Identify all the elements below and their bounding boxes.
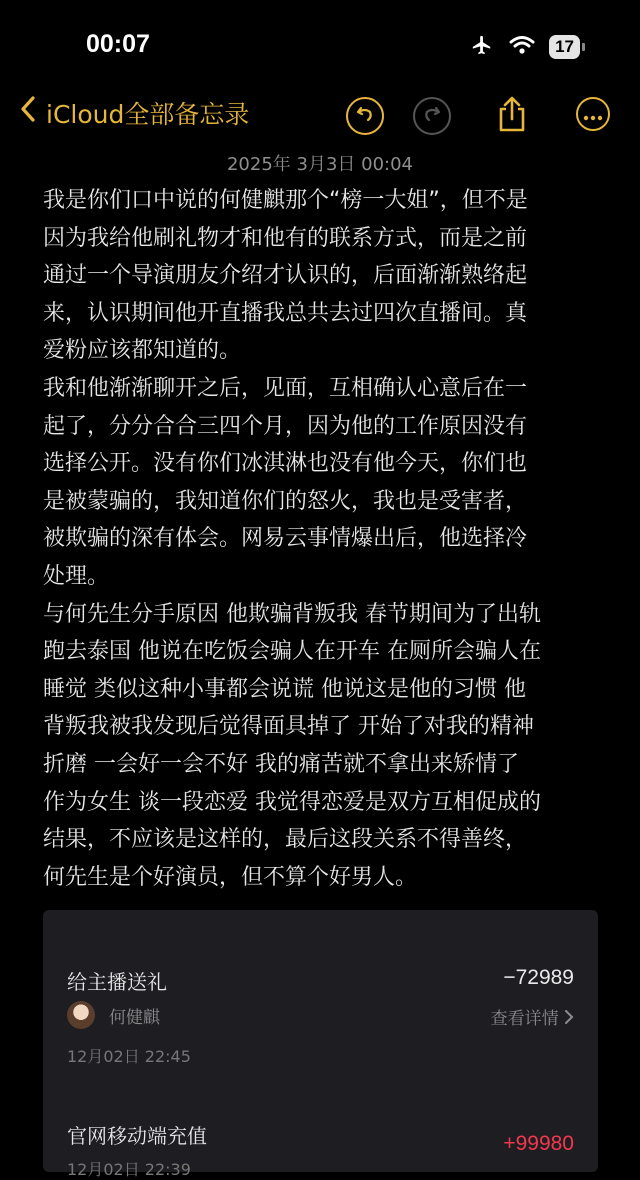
battery-indicator: 17 [549,35,580,59]
transaction-card [43,910,598,1179]
undo-icon [355,104,375,129]
chevron-left-icon [20,95,36,131]
transaction-title: 给主播送礼 [67,970,167,994]
nav-bar [0,95,640,145]
note-line: 来，认识期间他开直播我总共去过四次直播间。真 [43,300,528,326]
undo-button[interactable] [346,97,384,135]
back-button[interactable] [20,95,249,131]
share-button[interactable] [496,95,528,137]
transaction-time: 12月02日 22:39 [67,1160,191,1179]
note-line: 爱粉应该都知道的。 [43,338,242,364]
airplane-icon [469,34,495,60]
transaction-time: 12月02日 22:45 [67,1047,191,1066]
note-line: 是被蒙骗的，我知道你们的怒火，我也是受害者， [43,488,528,514]
view-details-link[interactable] [491,1004,574,1029]
note-body[interactable] [43,182,603,896]
note-line: 跑去泰国 他说在吃饭会骗人在开车 在厕所会骗人在 [43,639,541,665]
view-details-label: 查看详情 [490,1009,559,1029]
transaction-amount: +99980 [503,1132,574,1155]
transaction-title: 官网移动端充值 [67,1124,207,1148]
status-icons [469,34,580,60]
note-line: 处理。 [43,563,110,589]
note-line: 因为我给他刷礼物才和他有的联系方式，而是之前 [43,225,528,251]
note-line: 背叛我被我发现后觉得面具掉了 开始了对我的精神 [43,714,534,740]
note-line: 我是你们口中说的何健麒那个“榜一大姐”，但不是 [43,188,528,213]
note-line: 选择公开。没有你们冰淇淋也没有他今天，你们也 [43,451,528,477]
more-icon [583,102,603,126]
note-line: 通过一个导演朋友介绍才认识的，后面渐渐熟络起 [43,263,528,289]
streamer-name: 何健麒 [109,1008,160,1028]
redo-icon [422,104,442,129]
note-line: 作为女生 谈一段恋爱 我觉得恋爱是双方互相促成的 [43,789,541,815]
note-line: 何先生是个好演员，但不算个好男人。 [43,864,418,890]
note-line: 被欺骗的深有体会。网易云事情爆出后，他选择冷 [43,526,528,552]
note-line: 与何先生分手原因 他欺骗背叛我 春节期间为了出轨 [43,601,541,627]
avatar [67,1001,95,1029]
more-button[interactable] [576,97,610,131]
note-line: 结果，不应该是这样的，最后这段关系不得善终， [43,827,528,853]
back-label: iCloud全部备忘录 [46,100,250,129]
transaction-amount: −72989 [503,966,574,989]
status-bar [0,0,640,95]
note-date: 2025年 3月3日 00:04 [226,154,414,175]
status-time: 00:07 [86,30,150,58]
note-line: 睡觉 类似这种小事都会说谎 他说这是他的习惯 他 [43,676,526,702]
note-line: 折磨 一会好一会不好 我的痛苦就不拿出来矫情了 [43,751,519,777]
note-line: 起了，分分合合三四个月，因为他的工作原因没有 [43,413,528,439]
note-line: 我和他渐渐聊开之后，见面，互相确认心意后在一 [43,375,528,401]
chevron-right-icon [564,1009,574,1029]
redo-button[interactable] [413,97,451,135]
wifi-icon [509,35,535,59]
share-icon [496,118,528,137]
